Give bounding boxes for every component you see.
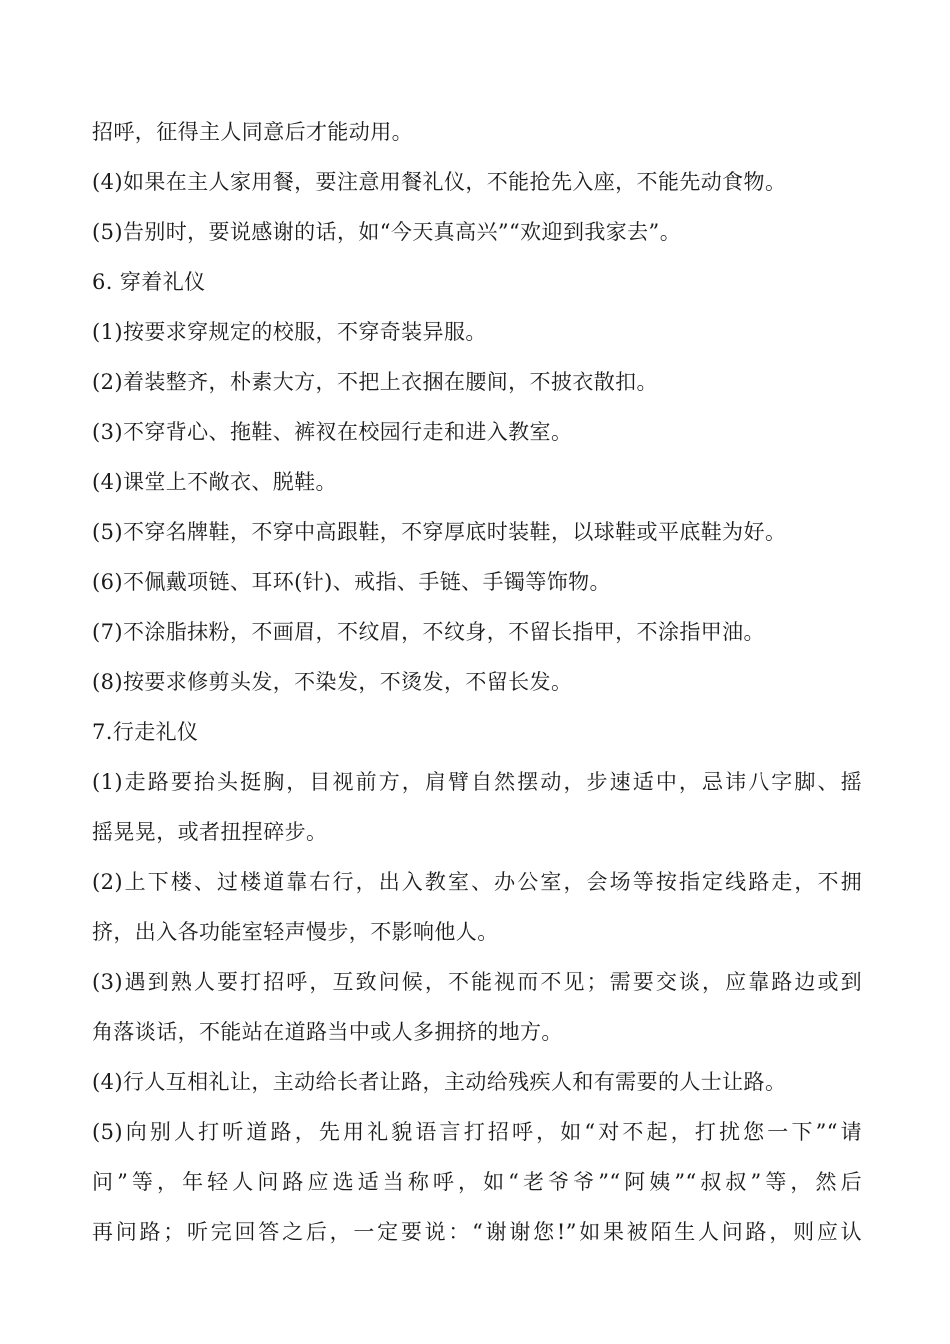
text-line: 招呼，征得主人同意后才能动用。	[92, 120, 413, 144]
section-heading: 7.行走礼仪	[92, 720, 199, 744]
text-line: 问”等，年轻人问路应选适当称呼，如“老爷爷”“阿姨”“叔叔”等，然后	[92, 1170, 862, 1194]
text-line: 角落谈话，不能站在道路当中或人多拥挤的地方。	[92, 1020, 563, 1044]
text-line: (8)按要求修剪头发，不染发，不烫发，不留长发。	[92, 670, 573, 694]
text-line: 摇晃晃，或者扭捏碎步。	[92, 820, 328, 844]
text-line: (4)行人互相礼让，主动给长者让路，主动给残疾人和有需要的人士让路。	[92, 1070, 787, 1094]
text-line: (3)遇到熟人要打招呼，互致问候，不能视而不见；需要交谈，应靠路边或到	[92, 970, 862, 994]
text-line: 再问路；听完回答之后，一定要说：“谢谢您!”如果被陌生人问路，则应认	[92, 1220, 862, 1244]
text-line: (1)按要求穿规定的校服，不穿奇装异服。	[92, 320, 487, 344]
text-line: (6)不佩戴项链、耳环(针)、戒指、手链、手镯等饰物。	[92, 570, 611, 594]
text-line: (4)如果在主人家用餐，要注意用餐礼仪，不能抢先入座，不能先动食物。	[92, 170, 787, 194]
text-line: (4)课堂上不敞衣、脱鞋。	[92, 470, 337, 494]
text-line: (3)不穿背心、拖鞋、裤衩在校园行走和进入教室。	[92, 420, 573, 444]
text-line: (5)向别人打听道路，先用礼貌语言打招呼，如“对不起，打扰您一下”“请	[92, 1120, 862, 1144]
text-line: (5)不穿名牌鞋，不穿中高跟鞋，不穿厚底时装鞋，以球鞋或平底鞋为好。	[92, 520, 787, 544]
section-heading: 6. 穿着礼仪	[92, 270, 206, 294]
text-line: (7)不涂脂抹粉，不画眉，不纹眉，不纹身，不留长指甲，不涂指甲油。	[92, 620, 765, 644]
text-line: (2)上下楼、过楼道靠右行，出入教室、办公室，会场等按指定线路走，不拥	[92, 870, 862, 894]
text-line: (1)走路要抬头挺胸，目视前方，肩臂自然摆动，步速适中，忌讳八字脚、摇	[92, 770, 862, 794]
text-line: (2)着装整齐，朴素大方，不把上衣捆在腰间，不披衣散扣。	[92, 370, 658, 394]
document-body	[92, 107, 862, 1257]
text-line: (5)告别时，要说感谢的话，如“今天真高兴”“欢迎到我家去”。	[92, 220, 682, 244]
text-line: 挤，出入各功能室轻声慢步，不影响他人。	[92, 920, 499, 944]
